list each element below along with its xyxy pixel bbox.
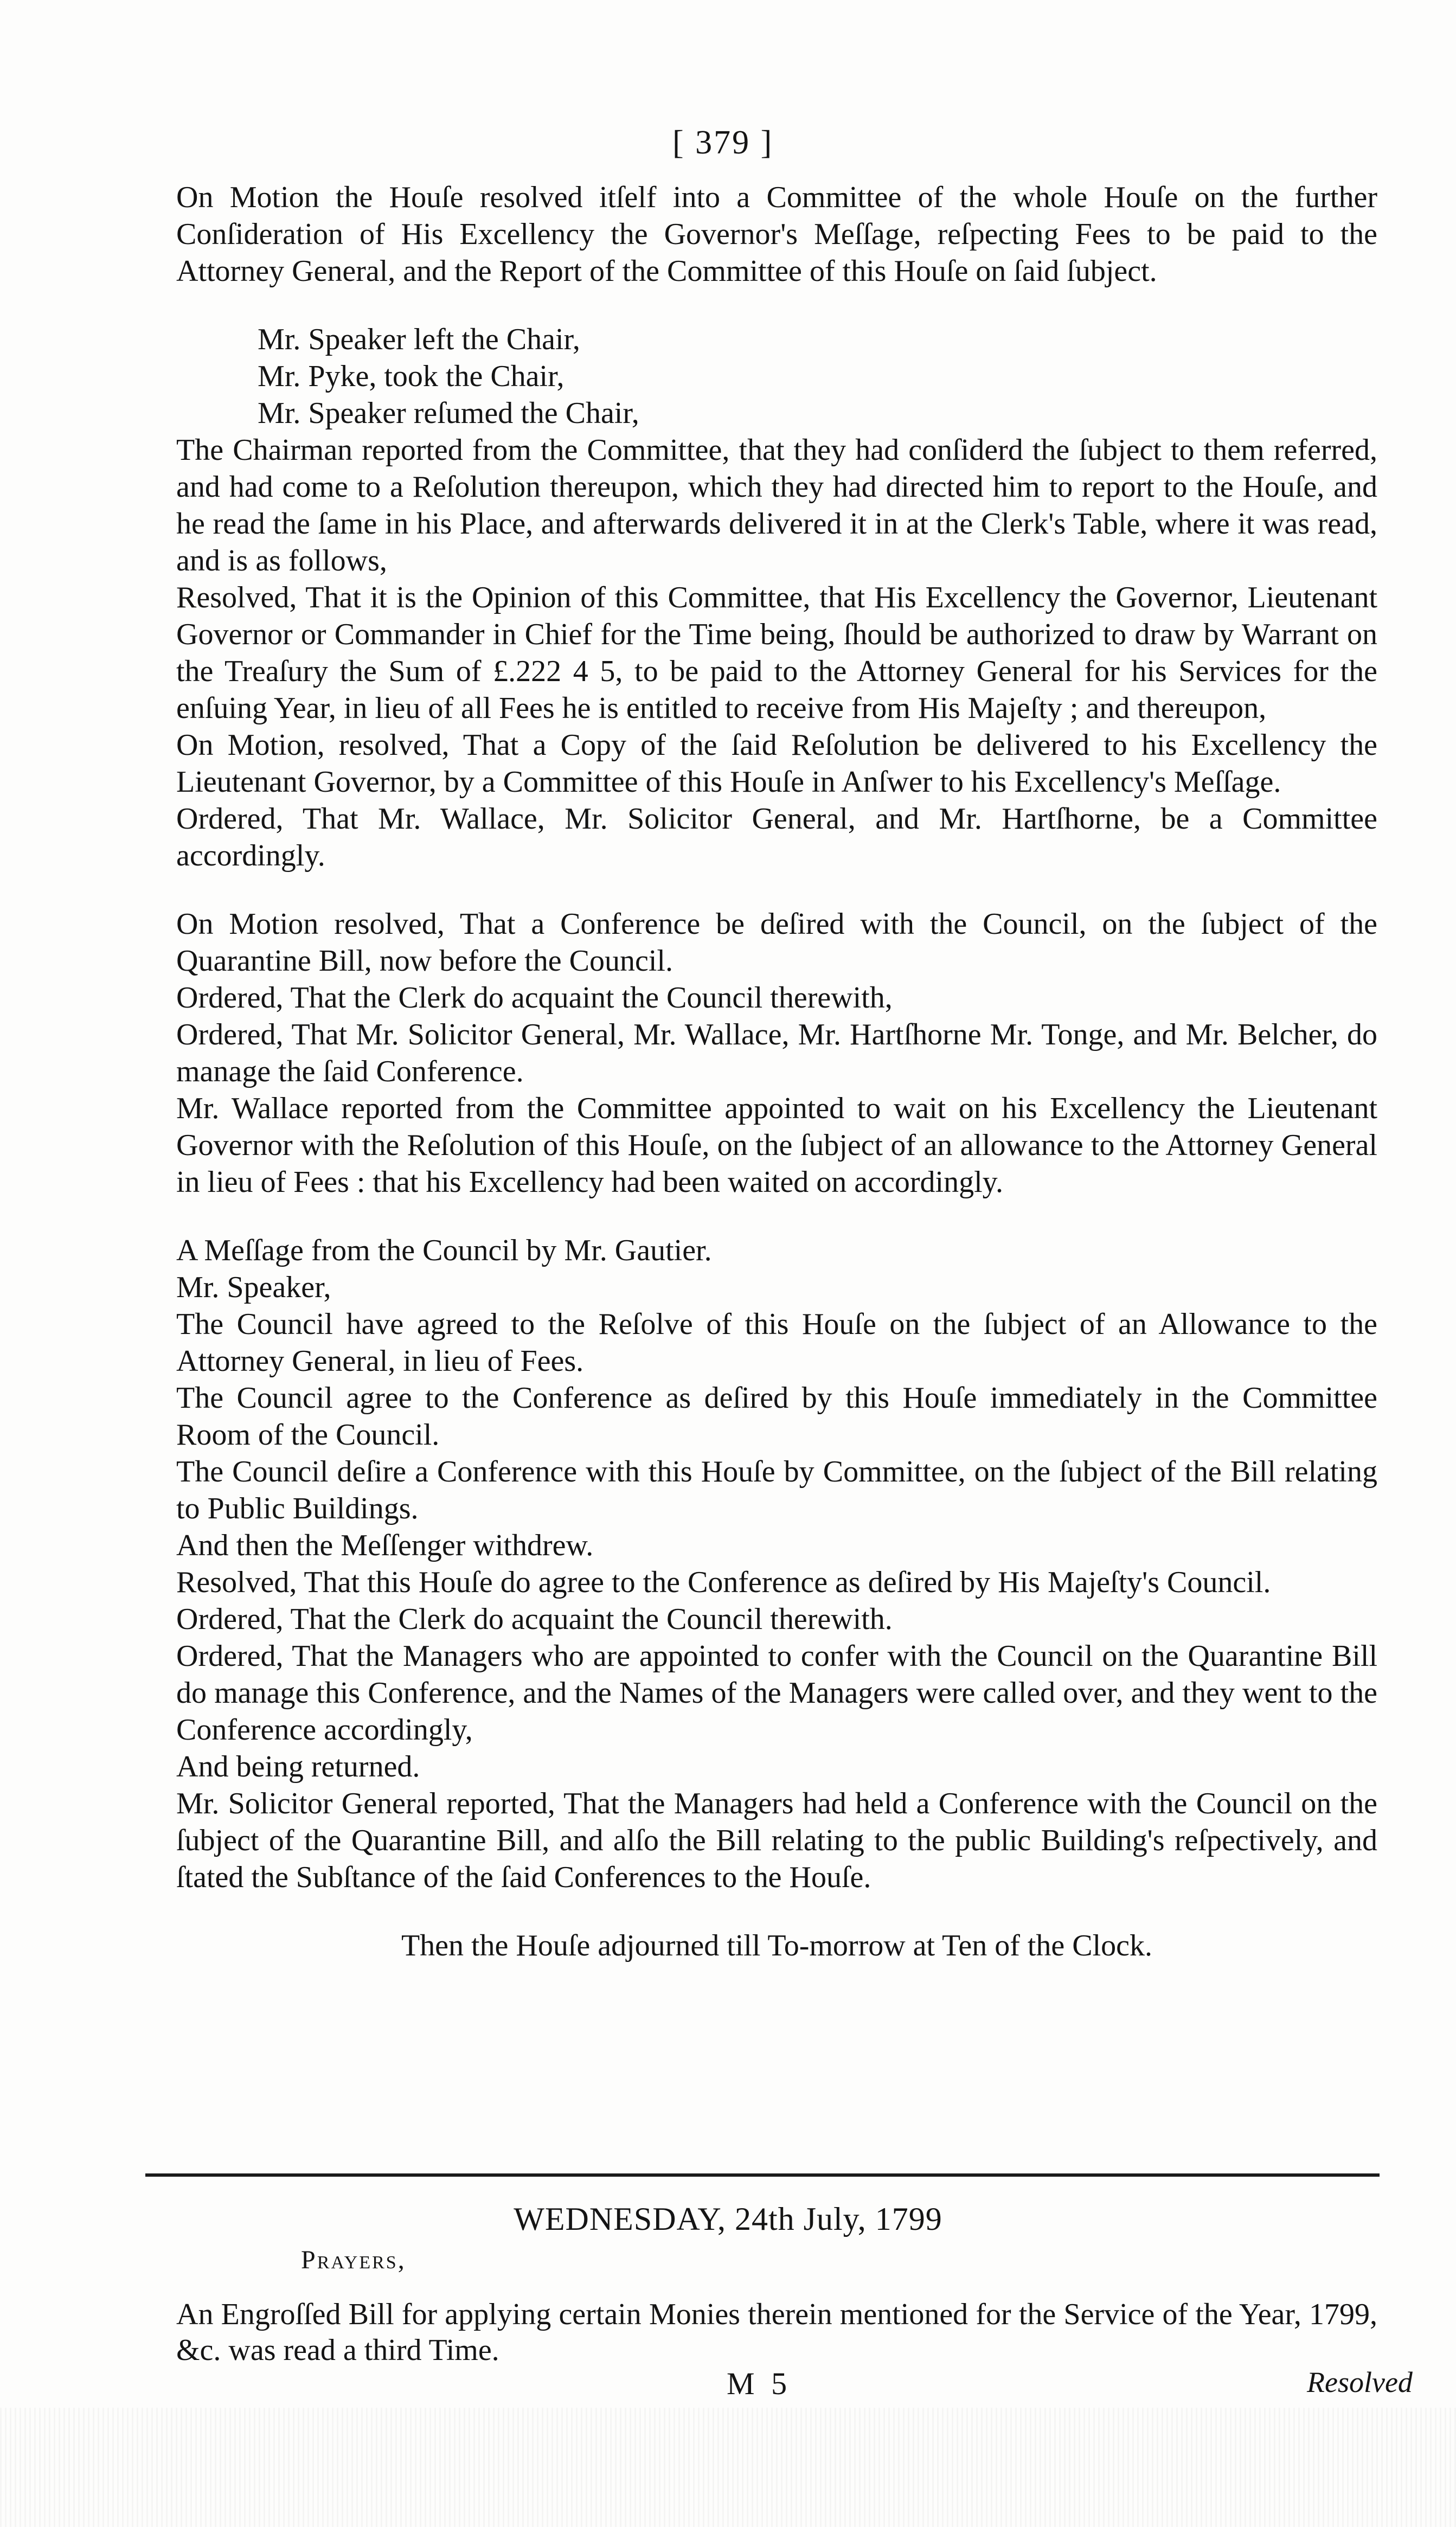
journal-paragraph: On Motion the Houſe resolved itſelf into a Committee of the whole Houſe on the further Conſideration of His Excellency the Governor's Meſſage, reſpecting Fees to be paid to the Attorney General, and the Report of the Committee of this Houſe on ſaid ſubject. bbox=[176, 181, 1377, 288]
day-heading: WEDNESDAY, 24th July, 1799 bbox=[514, 2201, 942, 2237]
journal-paragraph: Resolved, That it is the Opinion of this Committee, that His Excellency the Governor, Lieutenant Governor or Commander in Chief for the Time being, ſhould be authorized to draw by Warrant on the Treaſury the Sum of £.222 4 5, to be paid to the Attorney General for his Services for the enſuing Year, in lieu of all Fees he is entitled to receive from His Majeſty ; and thereupon, bbox=[176, 581, 1377, 725]
journal-paragraph: Mr. Speaker, bbox=[176, 1271, 331, 1304]
signature-mark: M 5 bbox=[727, 2366, 792, 2401]
journal-paragraph: And being returned. bbox=[176, 1750, 420, 1784]
journal-paragraph: A Meſſage from the Council by Mr. Gautier. bbox=[176, 1234, 712, 1267]
speech-line: Mr. Speaker reſumed the Chair, bbox=[258, 396, 639, 430]
section-divider bbox=[145, 2173, 1380, 2177]
journal-paragraph: On Motion resolved, That a Conference be deſired with the Council, on the ſubject of the Quarantine Bill, now before the Council. bbox=[176, 907, 1377, 978]
adjournment-line: Then the Houſe adjourned till To-morrow at Ten of the Clock. bbox=[401, 1929, 1153, 1962]
journal-paragraph: Resolved, That this Houſe do agree to the Conference as deſired by His Majeſty's Council. bbox=[176, 1566, 1271, 1599]
journal-paragraph: Mr. Wallace reported from the Committee appointed to wait on his Excellency the Lieutenant Governor with the Reſolution of this Houſe, on the ſubject of an allowance to the Attorney General in lieu of Fees : that his Excellency had been waited on accordingly. bbox=[176, 1092, 1377, 1199]
page-number: [ 379 ] bbox=[672, 124, 774, 161]
final-paragraph: An Engroſſed Bill for applying certain Monies therein mentioned for the Service of the Year, 1799, &c. was read a third Time. bbox=[176, 2298, 1377, 2367]
journal-paragraph: Ordered, That Mr. Solicitor General, Mr. Wallace, Mr. Hartſhorne Mr. Tonge, and Mr. Belcher, do manage the ſaid Conference. bbox=[176, 1018, 1377, 1088]
journal-paragraph: Ordered, That the Managers who are appointed to confer with the Council on the Quarantine Bill do manage this Conference, and the Names of the Managers were called over, and they went to the Conference accordingly, bbox=[176, 1639, 1377, 1747]
journal-paragraph: On Motion, resolved, That a Copy of the ſaid Reſolution be delivered to his Excellency the Lieutenant Governor, by a Committee of this Houſe in Anſwer to his Excellency's Meſſage. bbox=[176, 728, 1377, 799]
prayers-label: Prayers, bbox=[301, 2246, 406, 2274]
catchword: Resolved bbox=[1307, 2366, 1413, 2398]
journal-body bbox=[176, 179, 1377, 1964]
journal-paragraph: Mr. Solicitor General reported, That the Managers had held a Conference with the Council on the ſubject of the Quarantine Bill, and alſo the Bill relating to the public Building's reſpectively, and ſtated the Subſtance of the ſaid Conferences to the Houſe. bbox=[176, 1787, 1377, 1894]
journal-paragraph: The Council deſire a Conference with this Houſe by Committee, on the ſubject of the Bill relating to Public Buildings. bbox=[176, 1455, 1377, 1525]
journal-paragraph: Ordered, That Mr. Wallace, Mr. Solicitor General, and Mr. Hartſhorne, be a Committee accordingly. bbox=[176, 802, 1377, 873]
journal-paragraph: The Council agree to the Conference as deſired by this Houſe immediately in the Committee Room of the Council. bbox=[176, 1381, 1377, 1452]
scan-noise bbox=[0, 2408, 1456, 2527]
speech-line: Mr. Pyke, took the Chair, bbox=[258, 360, 565, 393]
final-paragraph-block bbox=[176, 2297, 1377, 2368]
journal-paragraph: And then the Meſſenger withdrew. bbox=[176, 1529, 594, 1562]
journal-paragraph: Ordered, That the Clerk do acquaint the Council therewith. bbox=[176, 1602, 893, 1636]
journal-paragraph: The Chairman reported from the Committee, that they had conſiderd the ſubject to them referred, and had come to a Reſolution thereupon, which they had directed him to report to the Houſe, and he read the ſame in his Place, and afterwards delivered it in at the Clerk's Table, where it was read, and is as follows, bbox=[176, 433, 1377, 578]
speech-line: Mr. Speaker left the Chair, bbox=[258, 323, 580, 356]
journal-paragraph: The Council have agreed to the Reſolve of this Houſe on the ſubject of an Allowance to the Attorney General, in lieu of Fees. bbox=[176, 1307, 1377, 1378]
journal-paragraph: Ordered, That the Clerk do acquaint the Council therewith, bbox=[176, 981, 893, 1015]
